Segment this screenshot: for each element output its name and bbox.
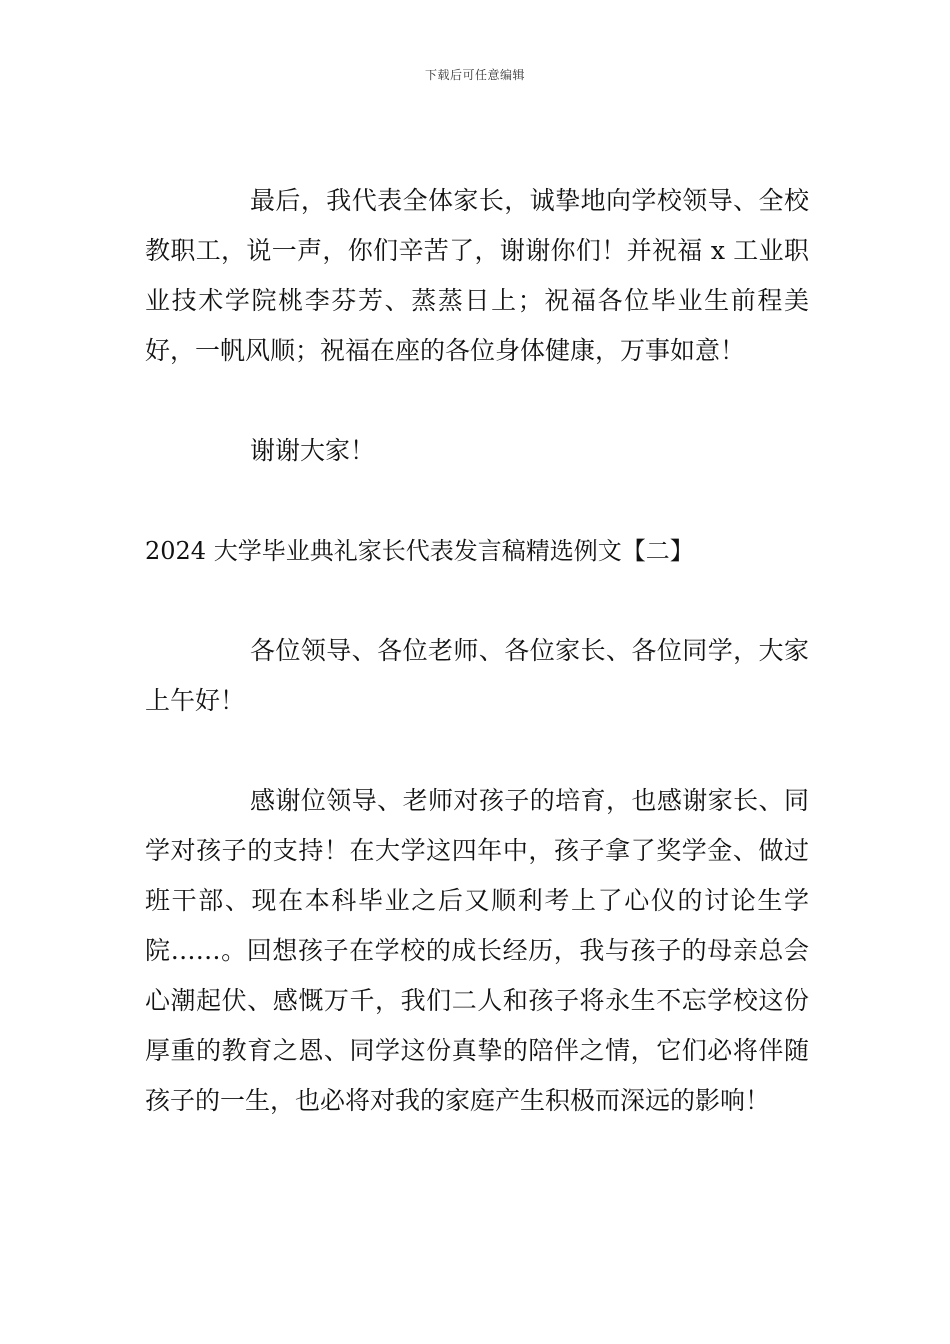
paragraph-gap — [145, 476, 809, 526]
paragraph-gratitude: 感谢位领导、老师对孩子的培育，也感谢家长、同学对孩子的支持！在大学这四年中，孩子拿了奖学金、做过班干部、现在本科毕业之后又顺利考上了心仪的讨论生学院……。回想孩子在学校的成长经历，我与孩子的母亲总会心潮起伏、感慨万千，我们二人和孩子将永生不忘学校这份厚重的教育之恩、同学这份真挚的陪伴之情，它们必将伴随孩子的一生，也必将对我的家庭产生积极而深远的影响！ — [145, 786, 809, 1115]
paragraph-greeting: 各位领导、各位老师、各位家长、各位同学，大家上午好！ — [145, 636, 809, 715]
paragraph-closing-thanks: 最后，我代表全体家长，诚挚地向学校领导、全校教职工，说一声，你们辛苦了，谢谢你们！并祝福 x 工业职业技术学院桃李芬芳、蒸蒸日上；祝福各位毕业生前程美好，一帆风顺；祝福在座的各位身体健康，万事如意！ — [145, 186, 809, 365]
paragraph-gap — [145, 726, 809, 776]
paragraph-gap — [145, 376, 809, 426]
section-title: 2024 大学毕业典礼家长代表发言稿精选例文【二】 — [145, 537, 694, 565]
paragraph-gap — [145, 576, 809, 626]
page-header: 下载后可任意编辑 — [424, 68, 525, 82]
document-body — [145, 176, 809, 1126]
paragraph-thanks-all: 谢谢大家！ — [250, 436, 376, 465]
